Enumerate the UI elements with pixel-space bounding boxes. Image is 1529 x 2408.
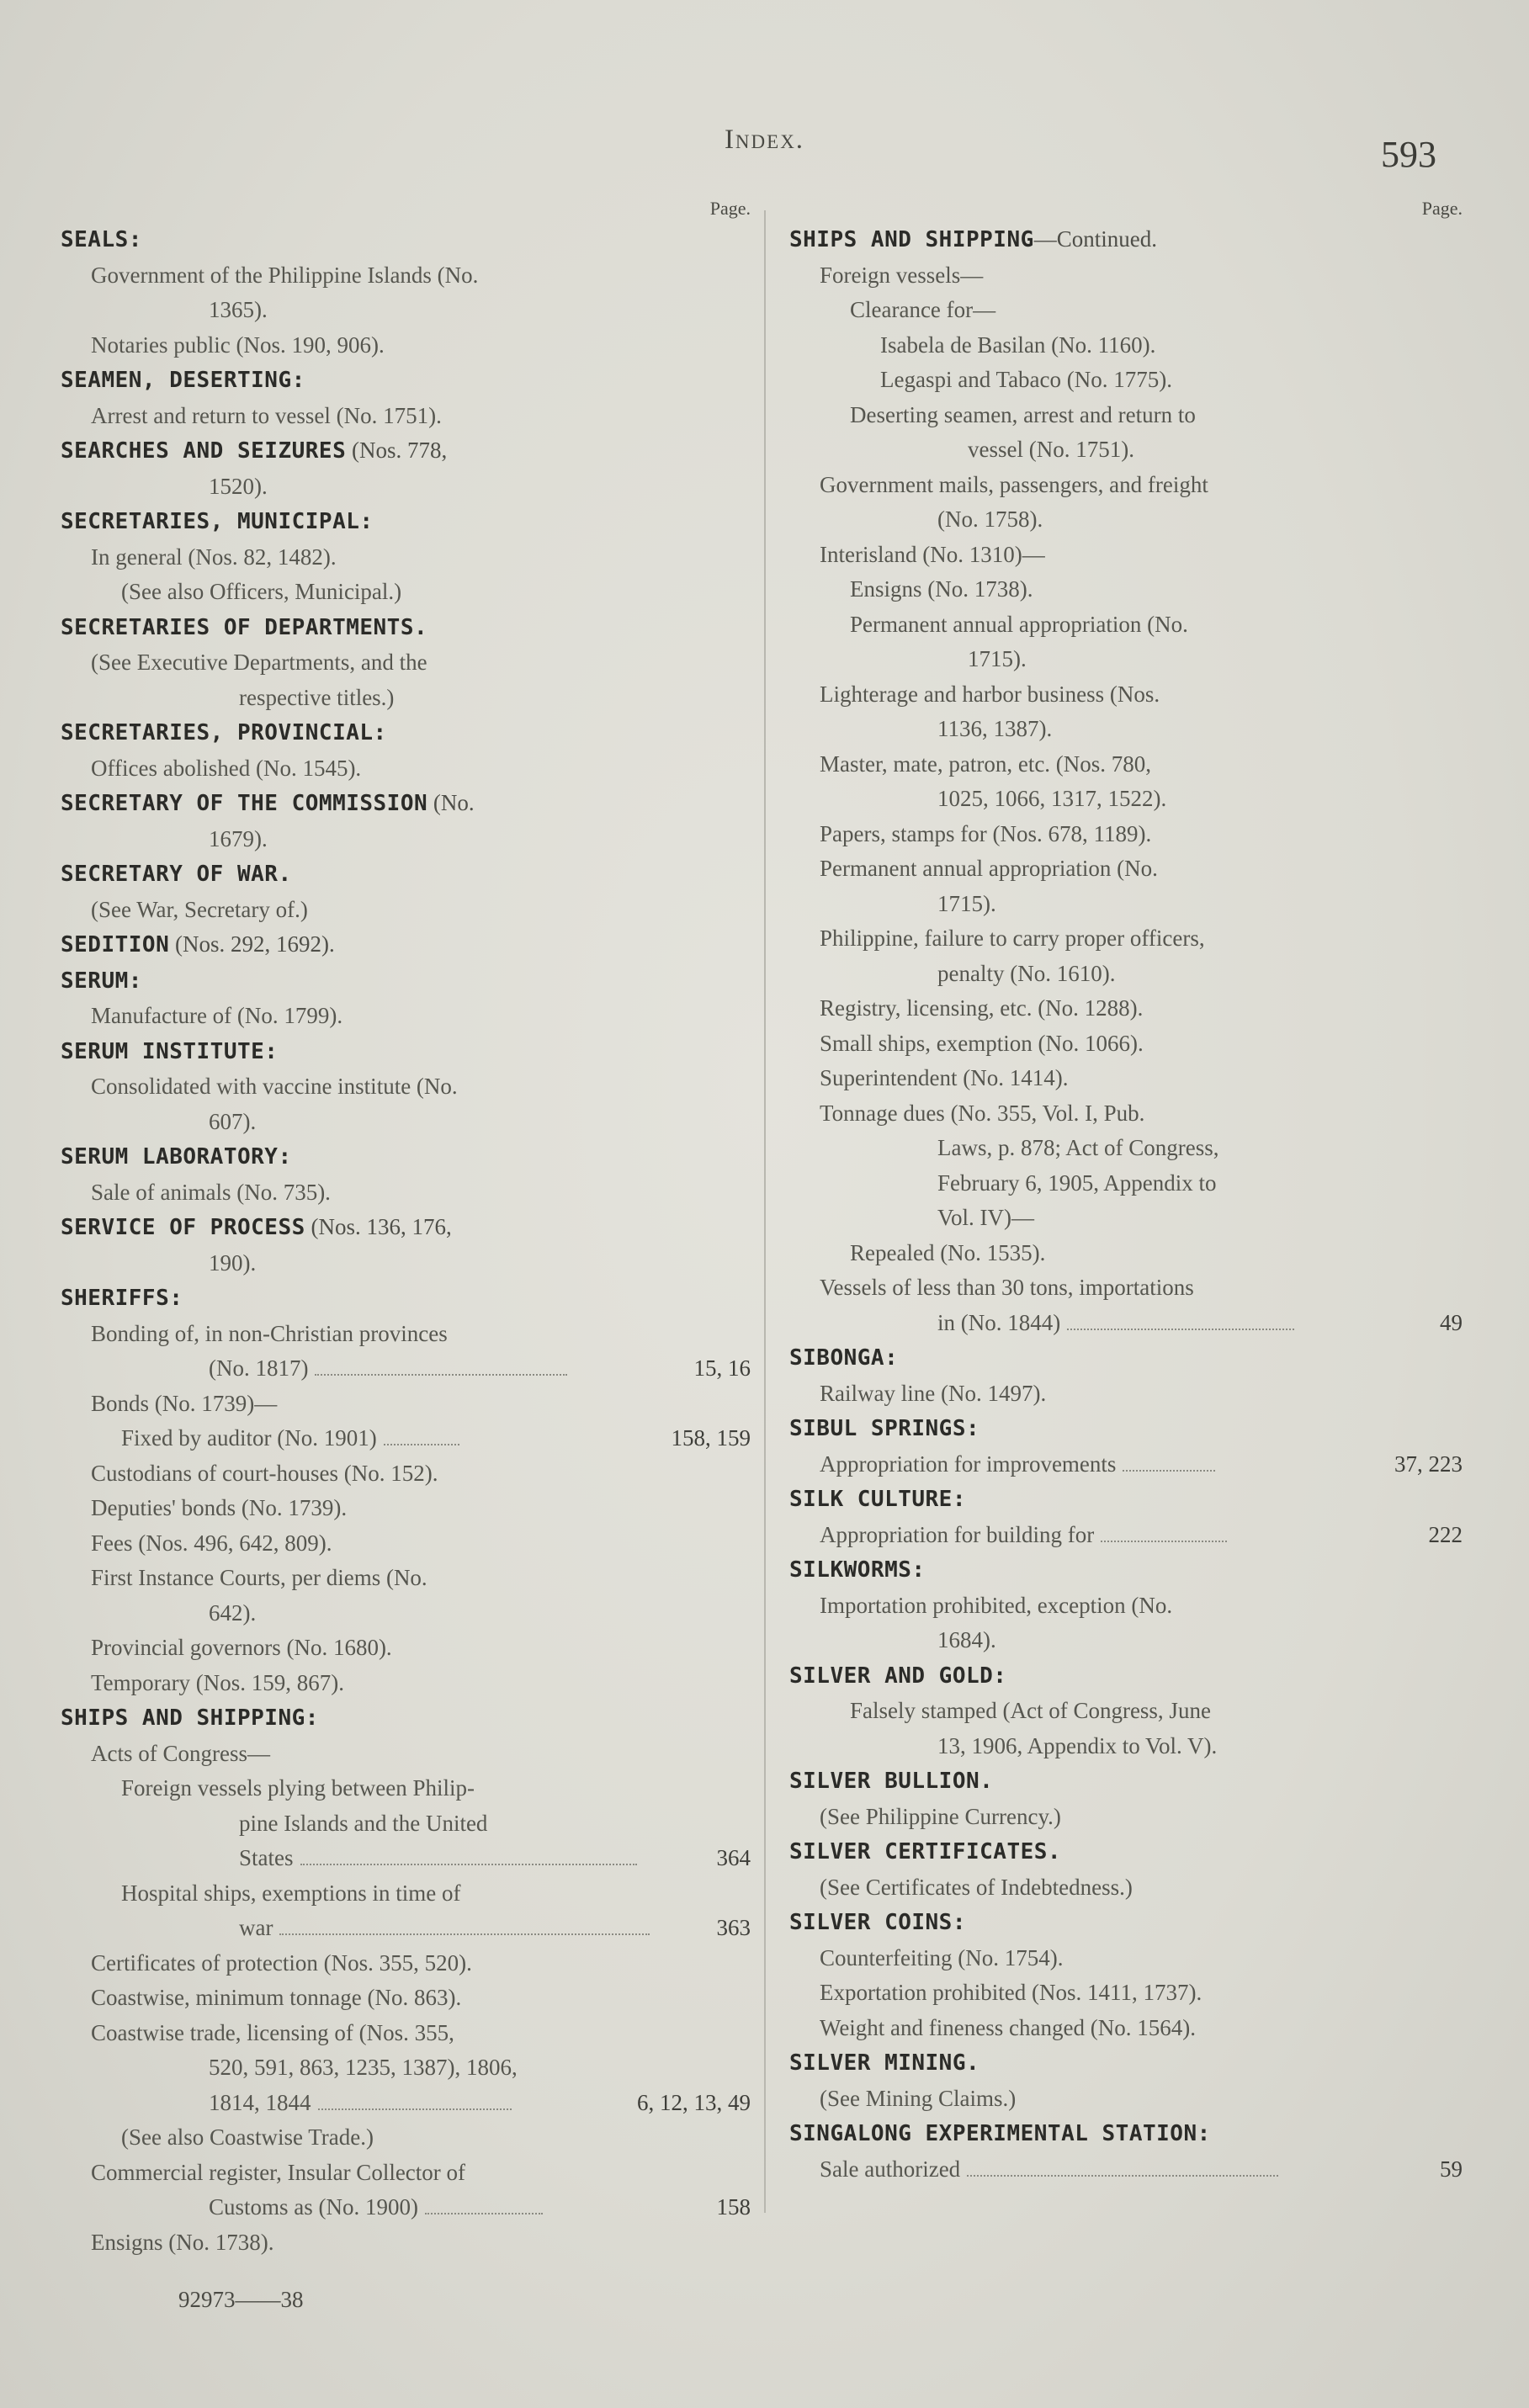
- index-subentry: [61, 575, 751, 610]
- index-column-left: [61, 195, 751, 2260]
- entry-text: Vessels of less than 30 tons, importations: [820, 1275, 1194, 1300]
- heading-text: SEDITION: [61, 932, 170, 957]
- index-subentry: [789, 328, 1463, 363]
- entry-text: 607).: [209, 1108, 257, 1134]
- entry-text: Appropriation for improvements: [820, 1451, 1117, 1477]
- heading-text: SHERIFFS:: [61, 1286, 183, 1311]
- entry-text: In general (Nos. 82, 1482).: [91, 544, 337, 570]
- entry-text: 520, 591, 863, 1235, 1387), 1806,: [209, 2055, 518, 2080]
- page-reference: 222: [1428, 1521, 1463, 1547]
- index-subentry: [61, 1175, 751, 1211]
- index-subentry: [789, 1870, 1463, 1906]
- page-number: 593: [1381, 134, 1436, 175]
- index-subentry: [61, 328, 751, 363]
- entry-text: (See Certificates of Indebtedness.): [820, 1874, 1133, 1900]
- index-subentry: [61, 1387, 751, 1422]
- entry-text: 642).: [209, 1599, 257, 1626]
- right-entries: [789, 222, 1463, 2187]
- heading-text: SIBUL SPRINGS:: [789, 1416, 980, 1441]
- entry-text: Appropriation for building for: [820, 1521, 1095, 1547]
- heading-reference: (Nos. 778,: [346, 438, 448, 463]
- heading-text: SEARCHES AND SEIZURES: [61, 438, 347, 464]
- index-subentry: [789, 957, 1463, 992]
- page-reference: 364: [716, 1845, 751, 1870]
- entry-text: Certificates of protection (Nos. 355, 520).: [91, 1949, 472, 1976]
- dot-leader: [279, 1917, 650, 1935]
- heading-text: SERVICE OF PROCESS: [61, 1215, 305, 1240]
- entry-text: Coastwise trade, licensing of (Nos. 355,: [91, 2019, 454, 2045]
- heading-text: SILVER BULLION.: [789, 1769, 994, 1794]
- entry-text: Customs as (No. 1900): [209, 2194, 418, 2220]
- page-reference: 158, 159: [671, 1425, 751, 1451]
- entry-text: Importation prohibited, exception (No.: [820, 1592, 1173, 1618]
- index-subentry: [789, 258, 1463, 294]
- index-subentry: [789, 747, 1463, 782]
- index-subentry: [789, 1694, 1463, 1729]
- entry-text: Hospital ships, exemptions in time of: [121, 1880, 461, 1906]
- index-subentry: [61, 1456, 751, 1492]
- index-heading: [61, 1034, 751, 1070]
- index-subentry: [61, 1246, 751, 1281]
- dot-leader: [315, 1357, 567, 1376]
- entry-text: Manufacture of (No. 1799).: [91, 1003, 343, 1028]
- page-reference: 59: [1440, 2156, 1463, 2182]
- entry-text: Deputies' bonds (No. 1739).: [91, 1495, 348, 1520]
- index-subentry: [61, 1981, 751, 2016]
- heading-text: SECRETARIES, PROVINCIAL:: [61, 720, 387, 745]
- index-subentry: [789, 1026, 1463, 1062]
- index-subentry: [61, 2120, 751, 2156]
- entry-text: Tonnage dues (No. 355, Vol. I, Pub.: [820, 1100, 1145, 1126]
- heading-reference: (Nos. 136, 176,: [305, 1214, 452, 1239]
- index-subentry: [61, 2156, 751, 2191]
- index-subentry: [61, 2225, 751, 2261]
- index-subentry: [789, 572, 1463, 607]
- index-subentry: [789, 642, 1463, 677]
- entry-text: Permanent annual appropriation (No.: [820, 856, 1158, 881]
- index-subentry: [789, 2082, 1463, 2117]
- heading-text: SECRETARY OF WAR.: [61, 862, 292, 887]
- dot-leader: [384, 1427, 459, 1445]
- index-subentry: [789, 1376, 1463, 1412]
- index-subentry: [789, 1270, 1463, 1306]
- heading-reference: —Continued.: [1033, 226, 1158, 252]
- entry-text: Registry, licensing, etc. (No. 1288).: [820, 995, 1144, 1021]
- index-subentry: [61, 1946, 751, 1981]
- index-subentry: [789, 1623, 1463, 1658]
- running-head: Index.: [724, 125, 805, 155]
- index-subentry: [789, 1729, 1463, 1764]
- index-subentry: [61, 751, 751, 787]
- index-subentry: [789, 1589, 1463, 1624]
- index-subentry: [61, 2190, 751, 2225]
- heading-reference: (Nos. 292, 1692).: [169, 931, 335, 957]
- page-reference: 363: [716, 1915, 751, 1940]
- index-heading: [61, 610, 751, 646]
- heading-text: SILKWORMS:: [789, 1557, 926, 1583]
- index-subentry: [789, 2152, 1463, 2188]
- index-subentry: [61, 293, 751, 328]
- dot-leader: [1067, 1312, 1294, 1330]
- index-heading: [61, 363, 751, 399]
- index-subentry: [61, 1317, 751, 1352]
- dot-leader: [967, 2158, 1278, 2177]
- heading-text: SECRETARIES, MUNICIPAL:: [61, 509, 374, 534]
- entry-text: (See Philippine Currency.): [820, 1803, 1061, 1829]
- index-subentry: [61, 893, 751, 928]
- index-subentry: [61, 1876, 751, 1912]
- entry-text: 1715).: [937, 890, 996, 916]
- index-subentry: [61, 1631, 751, 1666]
- index-subentry: [789, 782, 1463, 817]
- index-heading: [789, 1905, 1463, 1941]
- entry-text: Fees (Nos. 496, 642, 809).: [91, 1530, 332, 1556]
- index-subentry: [789, 538, 1463, 573]
- index-heading: [61, 1139, 751, 1175]
- index-subentry: [789, 851, 1463, 887]
- index-subentry: [789, 432, 1463, 468]
- entry-text: (See War, Secretary of.): [91, 896, 308, 922]
- entry-text: war: [239, 1915, 273, 1940]
- printer-signature: 92973——38: [178, 2287, 304, 2312]
- index-subentry: [61, 1421, 751, 1456]
- index-heading: [789, 2045, 1463, 2082]
- entry-text: Papers, stamps for (Nos. 678, 1189).: [820, 820, 1152, 846]
- entry-text: Commercial register, Insular Collector of: [91, 2159, 466, 2185]
- entry-text: Provincial governors (No. 1680).: [91, 1635, 392, 1660]
- entry-text: Bonds (No. 1739)—: [91, 1390, 278, 1416]
- entry-text: 1814, 1844: [209, 2089, 311, 2115]
- index-heading: [789, 1764, 1463, 1800]
- entry-text: Lighterage and harbor business (Nos.: [820, 681, 1160, 707]
- index-subentry: [61, 1351, 751, 1387]
- heading-text: SEAMEN, DESERTING:: [61, 368, 305, 393]
- index-subentry: [61, 1105, 751, 1140]
- heading-text: SILK CULTURE:: [789, 1487, 966, 1512]
- left-entries: [61, 222, 751, 2260]
- index-subentry: [61, 1771, 751, 1806]
- index-column-right: [789, 195, 1463, 2187]
- index-heading: [61, 857, 751, 893]
- index-subentry: [789, 1096, 1463, 1132]
- page-column-label: Page.: [1421, 198, 1463, 219]
- entry-text: 1136, 1387).: [937, 716, 1053, 741]
- entry-text: Government mails, passengers, and freight: [820, 471, 1208, 497]
- index-heading: [61, 963, 751, 1000]
- index-subentry: [789, 1131, 1463, 1166]
- entry-text: Fixed by auditor (No. 1901): [121, 1425, 377, 1451]
- index-subentry: [61, 1596, 751, 1631]
- index-subentry: [789, 712, 1463, 747]
- heading-text: SERUM LABORATORY:: [61, 1144, 292, 1170]
- index-subentry: [789, 887, 1463, 922]
- entry-text: Offices abolished (No. 1545).: [91, 755, 362, 781]
- heading-text: SILVER MINING.: [789, 2050, 980, 2076]
- dot-leader: [425, 2196, 543, 2214]
- heading-text: SILVER CERTIFICATES.: [789, 1839, 1062, 1864]
- entry-text: Government of the Philippine Islands (No.: [91, 262, 479, 288]
- index-subentry: [789, 817, 1463, 852]
- entry-text: in (No. 1844): [937, 1309, 1061, 1335]
- index-subentry: [61, 2086, 751, 2121]
- column-divider: [764, 210, 766, 2213]
- entry-text: Ensigns (No. 1738).: [850, 576, 1033, 602]
- entry-text: Temporary (Nos. 159, 867).: [91, 1669, 345, 1695]
- entry-text: Repealed (No. 1535).: [850, 1239, 1046, 1265]
- index-subentry: [61, 822, 751, 857]
- entry-text: Vol. IV)—: [937, 1205, 1035, 1230]
- index-heading: [61, 222, 751, 258]
- heading-text: SEALS:: [61, 227, 142, 252]
- index-heading: [61, 433, 751, 469]
- index-subentry: [61, 258, 751, 294]
- heading-text: SECRETARIES OF DEPARTMENTS.: [61, 614, 428, 640]
- entry-text: (See also Officers, Municipal.): [121, 579, 402, 604]
- index-subentry: [61, 1526, 751, 1562]
- index-subentry: [789, 1941, 1463, 1976]
- entry-text: 13, 1906, Appendix to Vol. V).: [937, 1732, 1218, 1758]
- entry-text: 1025, 1066, 1317, 1522).: [937, 786, 1167, 811]
- index-subentry: [61, 399, 751, 434]
- index-subentry: [789, 2011, 1463, 2046]
- entry-text: Foreign vessels—: [820, 262, 984, 288]
- dot-leader: [318, 2092, 512, 2110]
- entry-text: Foreign vessels plying between Philip-: [121, 1775, 475, 1801]
- index-heading: [61, 504, 751, 540]
- entry-text: Weight and fineness changed (No. 1564).: [820, 2014, 1196, 2040]
- entry-text: Arrest and return to vessel (No. 1751).: [91, 402, 442, 428]
- entry-text: Counterfeiting (No. 1754).: [820, 1944, 1064, 1970]
- index-subentry: [789, 293, 1463, 328]
- index-heading: [61, 1210, 751, 1246]
- entry-text: Laws, p. 878; Act of Congress,: [937, 1135, 1219, 1160]
- page-reference: 37, 223: [1394, 1451, 1463, 1477]
- entry-text: Custodians of court-houses (No. 152).: [91, 1460, 438, 1486]
- heading-text: SILVER AND GOLD:: [789, 1663, 1007, 1689]
- heading-text: SINGALONG EXPERIMENTAL STATION:: [789, 2121, 1211, 2146]
- entry-text: (See Executive Departments, and the: [91, 650, 427, 675]
- entry-text: (No. 1758).: [937, 507, 1043, 532]
- index-subentry: [61, 1806, 751, 1842]
- index-subentry: [789, 607, 1463, 643]
- entry-text: 1715).: [968, 646, 1027, 671]
- page-reference: 6, 12, 13, 49: [637, 2089, 751, 2115]
- entry-text: respective titles.): [239, 684, 395, 710]
- index-heading: [789, 2116, 1463, 2152]
- entry-text: Falsely stamped (Act of Congress, June: [850, 1698, 1211, 1723]
- index-subentry: [61, 1491, 751, 1526]
- heading-text: SERUM INSTITUTE:: [61, 1038, 279, 1064]
- entry-text: Isabela de Basilan (No. 1160).: [880, 331, 1156, 358]
- entry-text: 1679).: [209, 825, 268, 851]
- index-subentry: [61, 1737, 751, 1772]
- heading-text: SHIPS AND SHIPPING:: [61, 1705, 319, 1731]
- index-subentry: [789, 1518, 1463, 1553]
- index-subentry: [789, 1061, 1463, 1096]
- dot-leader: [1123, 1453, 1215, 1472]
- entry-text: Superintendent (No. 1414).: [820, 1065, 1069, 1090]
- entry-text: Sale of animals (No. 735).: [91, 1179, 331, 1205]
- heading-text: SERUM:: [61, 968, 142, 994]
- entry-text: Master, mate, patron, etc. (Nos. 780,: [820, 751, 1152, 777]
- index-subentry: [61, 1561, 751, 1596]
- index-heading: [789, 1658, 1463, 1695]
- index-heading: [789, 1340, 1463, 1376]
- page-reference: 49: [1440, 1309, 1463, 1335]
- entry-text: Bonding of, in non-Christian provinces: [91, 1320, 448, 1346]
- index-subentry: [61, 540, 751, 575]
- entry-text: (No. 1817): [209, 1355, 309, 1381]
- entry-text: Clearance for—: [850, 297, 996, 322]
- heading-reference: (No.: [427, 790, 475, 815]
- index-heading: [61, 1700, 751, 1737]
- entry-text: pine Islands and the United: [239, 1810, 488, 1836]
- index-subentry: [61, 2050, 751, 2086]
- index-subentry: [789, 363, 1463, 398]
- entry-text: February 6, 1905, Appendix to: [937, 1170, 1217, 1196]
- index-subentry: [789, 1236, 1463, 1271]
- dot-leader: [1101, 1524, 1227, 1542]
- index-subentry: [61, 1666, 751, 1701]
- entry-text: Small ships, exemption (No. 1066).: [820, 1030, 1144, 1056]
- index-subentry: [61, 2016, 751, 2051]
- index-heading: [789, 1834, 1463, 1870]
- entry-text: Legaspi and Tabaco (No. 1775).: [880, 367, 1173, 392]
- entry-text: Railway line (No. 1497).: [820, 1380, 1047, 1406]
- heading-text: SIBONGA:: [789, 1345, 899, 1371]
- entry-text: penalty (No. 1610).: [937, 960, 1116, 986]
- entry-text: Exportation prohibited (Nos. 1411, 1737).: [820, 1980, 1202, 2005]
- page-reference: 15, 16: [693, 1355, 751, 1381]
- dot-leader: [300, 1847, 637, 1865]
- index-subentry: [61, 681, 751, 716]
- entry-text: Notaries public (Nos. 190, 906).: [91, 331, 385, 358]
- index-subentry: [61, 1911, 751, 1946]
- entry-text: Deserting seamen, arrest and return to: [850, 401, 1196, 427]
- index-heading: [789, 1552, 1463, 1589]
- entry-text: Permanent annual appropriation (No.: [850, 611, 1188, 637]
- entry-text: Coastwise, minimum tonnage (No. 863).: [91, 1985, 462, 2010]
- page-reference: 158: [716, 2194, 751, 2220]
- index-subentry: [789, 468, 1463, 503]
- entry-text: 190).: [209, 1249, 257, 1276]
- entry-text: States: [239, 1845, 294, 1870]
- index-heading: [61, 786, 751, 822]
- index-subentry: [789, 921, 1463, 957]
- index-subentry: [789, 1306, 1463, 1341]
- index-heading: [61, 715, 751, 751]
- entry-text: 1520).: [209, 473, 268, 499]
- entry-text: vessel (No. 1751).: [968, 437, 1134, 462]
- index-heading: [789, 1411, 1463, 1447]
- index-subentry: [789, 1166, 1463, 1201]
- index-subentry: [61, 999, 751, 1034]
- index-heading: [61, 927, 751, 963]
- entry-text: (See Mining Claims.): [820, 2085, 1017, 2111]
- index-subentry: [61, 1841, 751, 1876]
- index-heading: [789, 222, 1463, 258]
- entry-text: Acts of Congress—: [91, 1740, 270, 1766]
- entry-text: Sale authorized: [820, 2156, 961, 2182]
- page-column-label: Page.: [709, 198, 751, 219]
- entry-text: Interisland (No. 1310)—: [820, 541, 1045, 567]
- index-subentry: [789, 1800, 1463, 1835]
- index-subentry: [61, 469, 751, 505]
- index-subentry: [789, 677, 1463, 713]
- index-heading: [789, 1482, 1463, 1518]
- entry-text: Ensigns (No. 1738).: [91, 2229, 274, 2255]
- index-subentry: [789, 502, 1463, 538]
- entry-text: 1684).: [937, 1627, 996, 1652]
- heading-text: SILVER COINS:: [789, 1910, 966, 1935]
- index-subentry: [789, 991, 1463, 1026]
- entry-text: 1365).: [209, 297, 268, 322]
- entry-text: First Instance Courts, per diems (No.: [91, 1565, 427, 1590]
- index-subentry: [789, 1201, 1463, 1236]
- entry-text: (See also Coastwise Trade.): [121, 2124, 374, 2150]
- entry-text: Consolidated with vaccine institute (No.: [91, 1074, 458, 1099]
- index-subentry: [789, 1447, 1463, 1482]
- index-heading: [61, 1281, 751, 1317]
- index-subentry: [789, 398, 1463, 433]
- heading-text: SHIPS AND SHIPPING: [789, 227, 1034, 252]
- index-subentry: [61, 645, 751, 681]
- index-subentry: [61, 1069, 751, 1105]
- heading-text: SECRETARY OF THE COMMISSION: [61, 791, 428, 816]
- entry-text: Philippine, failure to carry proper officers,: [820, 926, 1205, 951]
- index-subentry: [789, 1976, 1463, 2011]
